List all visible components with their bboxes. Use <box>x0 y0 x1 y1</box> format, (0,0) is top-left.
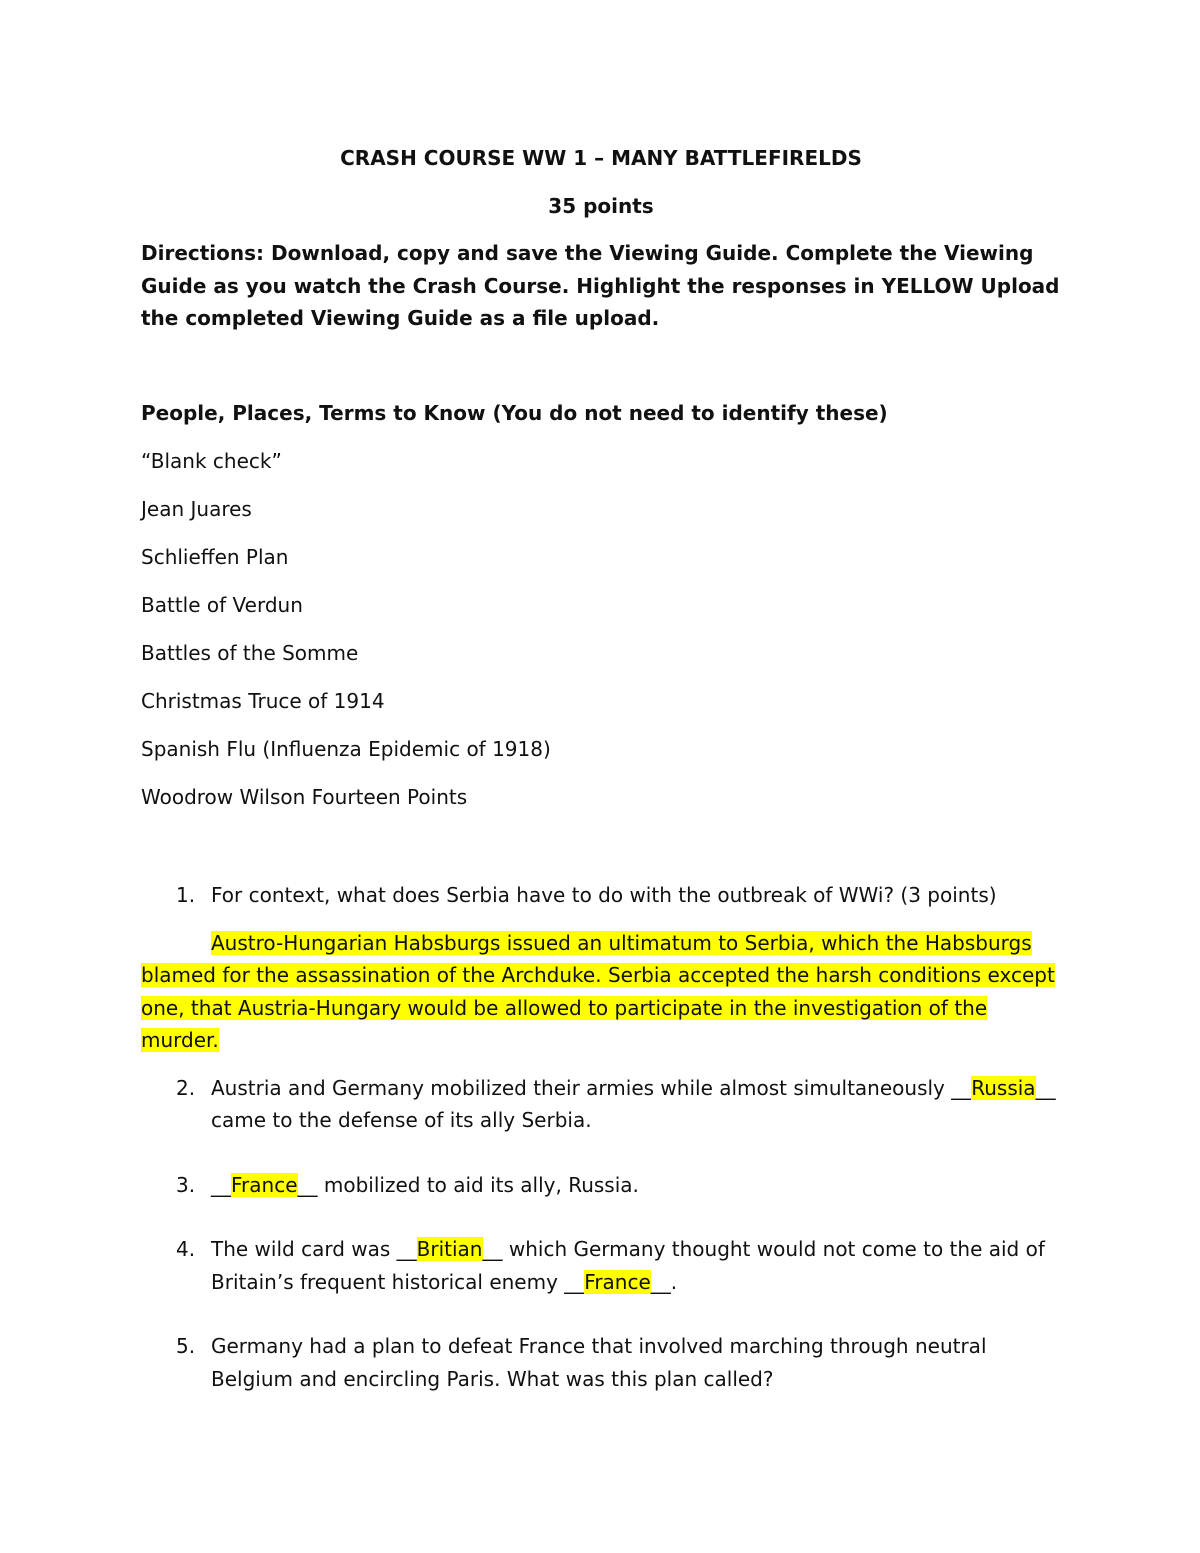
question-text: For context, what does Serbia have to do with the outbreak of WWi? (3 points) <box>211 883 997 907</box>
question-text-after: __. <box>650 1269 678 1294</box>
directions-text: Directions: Download, copy and save the Viewing Guide. Complete the Viewing Guide as you watch the Crash Course. Highlight the responses in YELLOW Upload the completed Viewing Guide as a file upload. <box>141 241 1060 330</box>
term-item: Schlieffen Plan <box>141 544 289 569</box>
terms-list <box>141 445 1061 814</box>
document-content <box>141 142 1061 1395</box>
question-item <box>141 1072 1061 1137</box>
term-item: Christmas Truce of 1914 <box>141 688 385 713</box>
question-item <box>141 879 1061 912</box>
question-item <box>141 1169 1061 1202</box>
question-text-middle: __ which Germany thought would not come to the aid of Britain’s frequent historical enemy __ <box>211 1237 1045 1294</box>
question-number: 2. <box>176 1075 196 1100</box>
term-item: Battle of Verdun <box>141 592 303 617</box>
question-number: 4. <box>176 1237 196 1261</box>
highlighted-answer: Russia <box>971 1075 1036 1100</box>
question-item <box>141 1233 1061 1298</box>
points-value: 35 points <box>548 193 654 218</box>
question-number: 3. <box>176 1172 196 1197</box>
highlighted-answer: Britian <box>416 1237 483 1261</box>
document-title: CRASH COURSE WW 1 – MANY BATTLEFIRELDS <box>340 146 862 170</box>
questions-list <box>141 879 1061 912</box>
highlighted-answer: France <box>231 1172 298 1197</box>
answer-paragraph <box>141 927 1061 1057</box>
question-text-after: __ mobilized to aid its ally, Russia. <box>297 1172 639 1197</box>
highlighted-answer: France <box>584 1269 651 1294</box>
question-number: 1. <box>176 883 196 907</box>
term-item: Spanish Flu (Influenza Epidemic of 1918) <box>141 736 551 761</box>
terms-heading: People, Places, Terms to Know (You do not need to identify these) <box>141 400 888 425</box>
question-text-after: __ came to the defense of its ally Serbia. <box>211 1075 1056 1132</box>
question-number: 5. <box>176 1334 196 1358</box>
term-item: “Blank check” <box>141 448 282 473</box>
question-text: Germany had a plan to defeat France that involved marching through neutral Belgium and encircling Paris. What was this plan called? <box>211 1334 987 1391</box>
question-item <box>141 1330 1061 1395</box>
term-item: Jean Juares <box>141 496 252 521</box>
term-item: Woodrow Wilson Fourteen Points <box>141 784 468 809</box>
highlighted-answer: Austro-Hungarian Habsburgs issued an ultimatum to Serbia, which the Habsburgs blamed for the assassination of the Archduke. Serbia accepted the harsh conditions except one, that Austria-Hungary would be allowed to participate in the investigation of the murder. <box>141 930 1055 1052</box>
question-text-before: Austria and Germany mobilized their armies while almost simultaneously __ <box>211 1075 972 1100</box>
question-text-before: __ <box>211 1172 231 1197</box>
term-item: Battles of the Somme <box>141 640 359 665</box>
question-text-before: The wild card was __ <box>211 1237 417 1261</box>
questions-list-continued <box>141 1072 1061 1396</box>
